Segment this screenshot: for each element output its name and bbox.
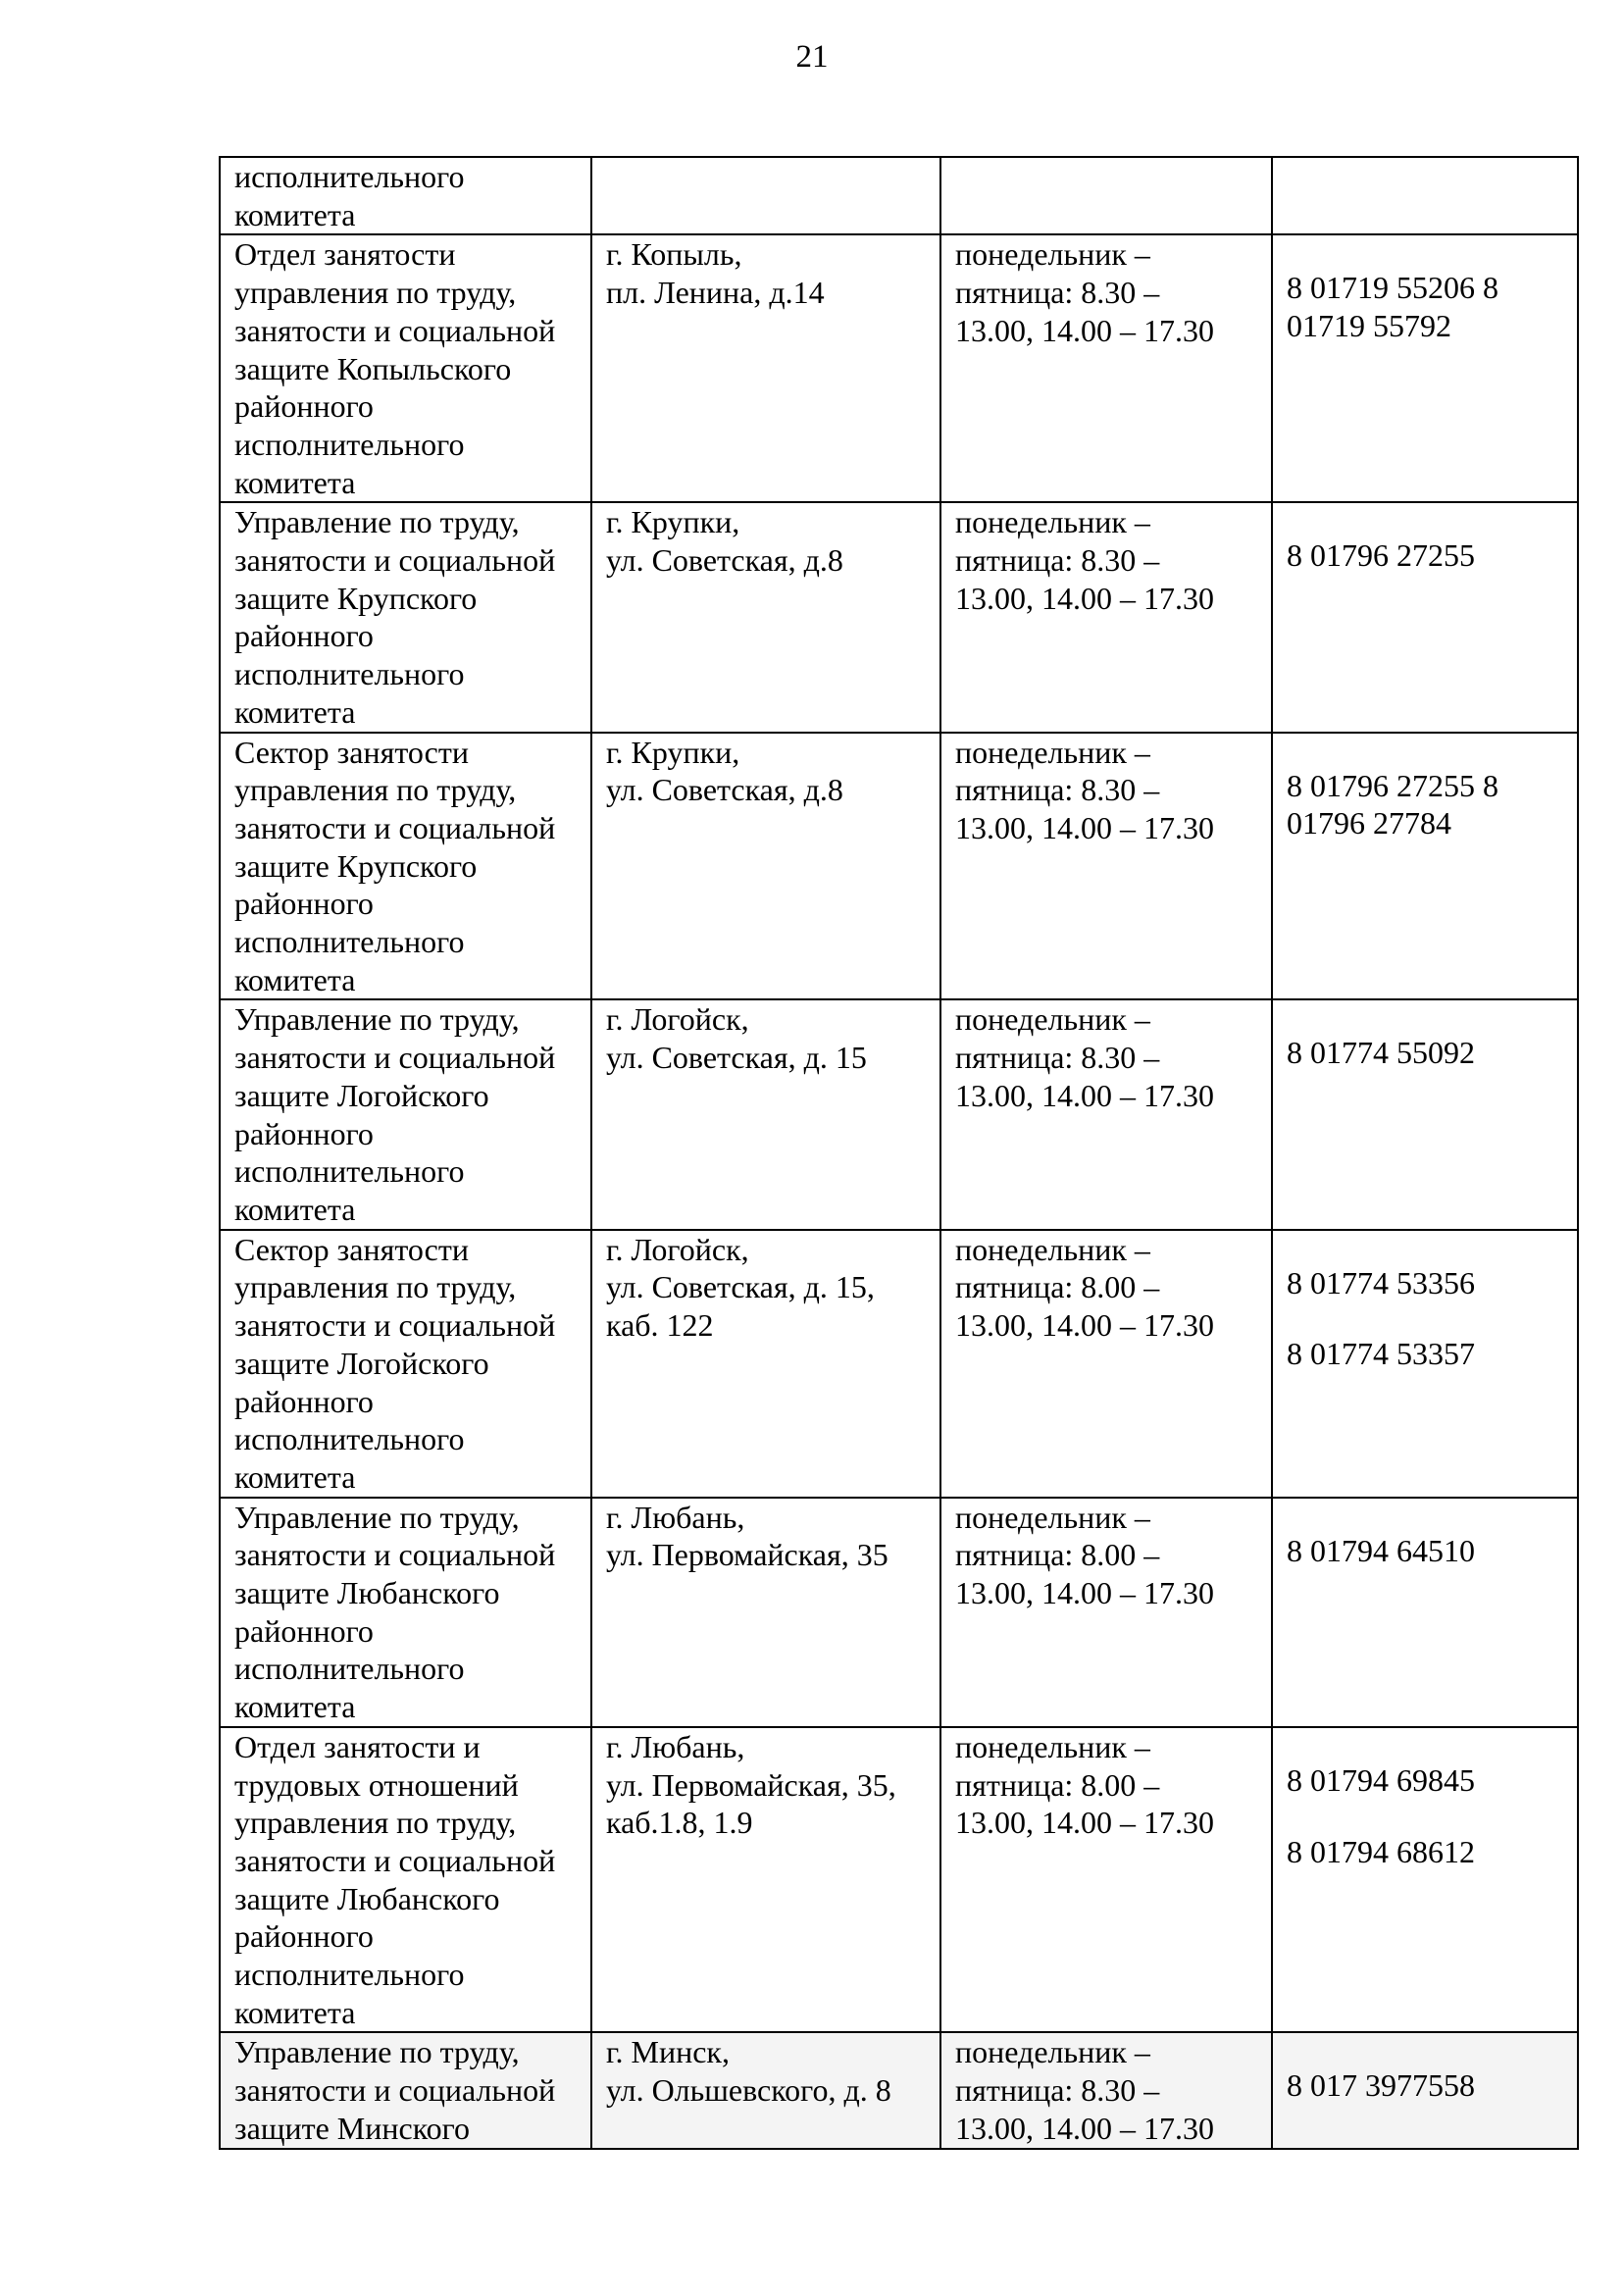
phone-cell [1272, 234, 1578, 502]
address-cell: г. Логойск, ул. Советская, д. 15 [591, 999, 940, 1229]
phone-number: 8 01774 55092 [1287, 1035, 1475, 1071]
address-cell [591, 157, 940, 234]
phone-number: 8 01719 55206 8 01719 55792 [1287, 270, 1498, 344]
address-cell: г. Любань, ул. Первомайская, 35 [591, 1498, 940, 1727]
phone-cell [1272, 1230, 1578, 1498]
organization-cell: Управление по труду, занятости и социальной защите Крупского районного исполнительного комитета [220, 502, 591, 732]
table-row [220, 733, 1578, 1000]
phone-cell [1272, 502, 1578, 732]
address-cell: г. Крупки, ул. Советская, д.8 [591, 733, 940, 1000]
table-row [220, 234, 1578, 502]
organization-cell: Управление по труду, занятости и социальной защите Любанского районного исполнительного комитета [220, 1498, 591, 1727]
working-hours-cell: понедельник – пятница: 8.00 – 13.00, 14.00 – 17.30 [940, 1498, 1272, 1727]
contacts-table [219, 156, 1579, 2150]
working-hours-cell [940, 157, 1272, 234]
table-row [220, 2032, 1578, 2148]
phone-number: 8 017 3977558 [1287, 2067, 1475, 2104]
table-row [220, 1727, 1578, 2033]
phone-number: 8 01774 53357 [1287, 1336, 1475, 1372]
organization-cell: Отдел занятости управления по труду, занятости и социальной защите Копыльского районного исполнительного комитета [220, 234, 591, 502]
phone-number: 8 01794 68612 [1287, 1833, 1475, 1869]
phone-cell [1272, 157, 1578, 234]
working-hours-cell: понедельник – пятница: 8.30 – 13.00, 14.00 – 17.30 [940, 999, 1272, 1229]
table-row [220, 157, 1578, 234]
phone-number: 8 01796 27255 [1287, 537, 1475, 574]
organization-cell: исполнительного комитета [220, 157, 591, 234]
working-hours-cell: понедельник – пятница: 8.30 – 13.00, 14.00 – 17.30 [940, 2032, 1272, 2148]
page-number: 21 [795, 39, 829, 75]
phone-cell [1272, 1498, 1578, 1727]
organization-cell: Отдел занятости и трудовых отношений управления по труду, занятости и социальной защите Любанского районного исполнительного комитета [220, 1727, 591, 2033]
organization-cell: Управление по труду, занятости и социальной защите Логойского районного исполнительного комитета [220, 999, 591, 1229]
organization-cell: Сектор занятости управления по труду, занятости и социальной защите Крупского районного исполнительного комитета [220, 733, 591, 1000]
organization-cell: Управление по труду, занятости и социальной защите Минского [220, 2032, 591, 2148]
working-hours-cell: понедельник – пятница: 8.30 – 13.00, 14.00 – 17.30 [940, 733, 1272, 1000]
phone-cell [1272, 1727, 1578, 2033]
phone-cell [1272, 2032, 1578, 2148]
working-hours-cell: понедельник – пятница: 8.00 – 13.00, 14.00 – 17.30 [940, 1727, 1272, 2033]
table-row [220, 1230, 1578, 1498]
table-row [220, 999, 1578, 1229]
organization-cell: Сектор занятости управления по труду, занятости и социальной защите Логойского районного исполнительного комитета [220, 1230, 591, 1498]
address-cell: г. Крупки, ул. Советская, д.8 [591, 502, 940, 732]
phone-number: 8 01796 27255 8 01796 27784 [1287, 767, 1498, 841]
working-hours-cell: понедельник – пятница: 8.30 – 13.00, 14.00 – 17.30 [940, 502, 1272, 732]
phone-cell [1272, 733, 1578, 1000]
phone-number: 8 01774 53356 [1287, 1264, 1475, 1300]
address-cell: г. Логойск, ул. Советская, д. 15, каб. 122 [591, 1230, 940, 1498]
working-hours-cell: понедельник – пятница: 8.00 – 13.00, 14.00 – 17.30 [940, 1230, 1272, 1498]
phone-number: 8 01794 64510 [1287, 1532, 1475, 1568]
table-row [220, 502, 1578, 732]
contacts-table-body [220, 157, 1578, 2149]
working-hours-cell: понедельник – пятница: 8.30 – 13.00, 14.00 – 17.30 [940, 234, 1272, 502]
table-row [220, 1498, 1578, 1727]
address-cell: г. Копыль, пл. Ленина, д.14 [591, 234, 940, 502]
address-cell: г. Минск, ул. Ольшевского, д. 8 [591, 2032, 940, 2148]
phone-number: 8 01794 69845 [1287, 1761, 1475, 1798]
phone-cell [1272, 999, 1578, 1229]
address-cell: г. Любань, ул. Первомайская, 35, каб.1.8, 1.9 [591, 1727, 940, 2033]
